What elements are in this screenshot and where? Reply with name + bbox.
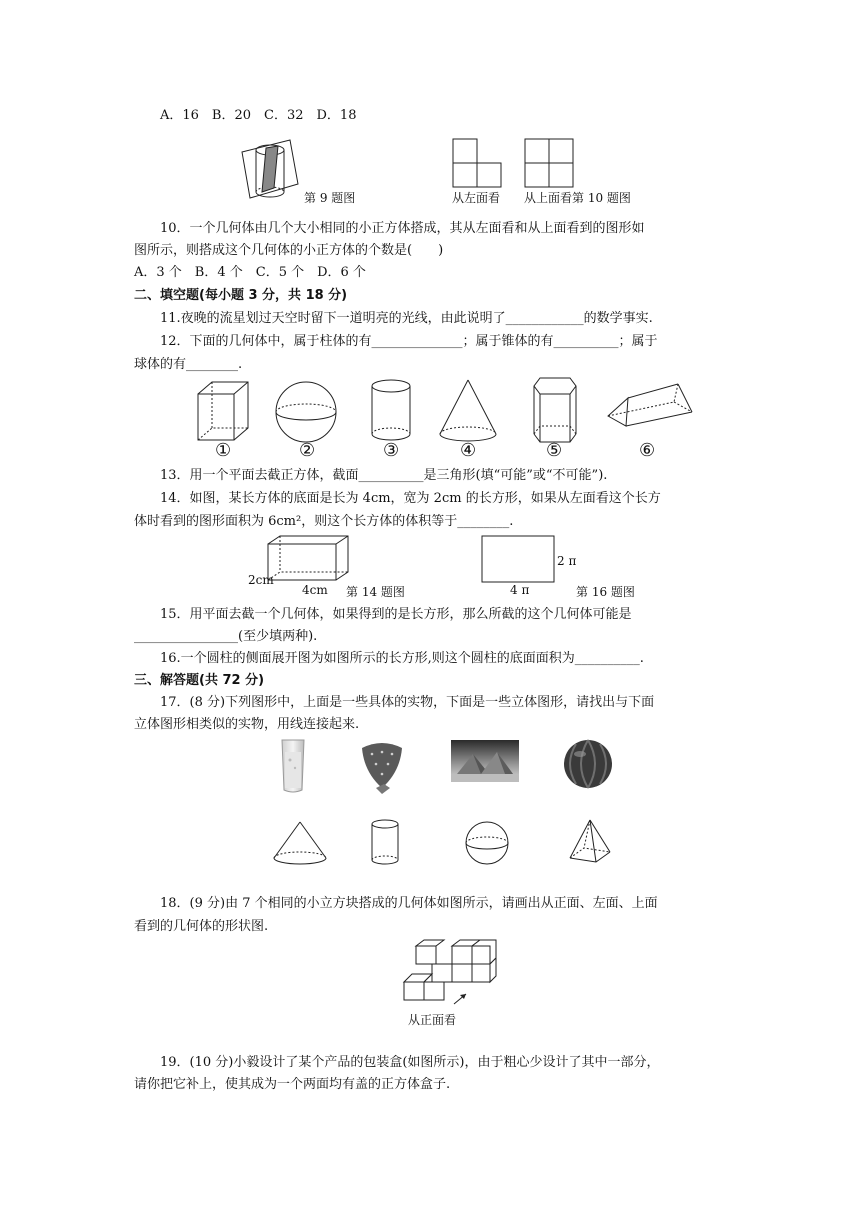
fig14-label-2cm: 2cm [248,573,274,587]
shape-label-4: ④ [460,440,477,461]
shape-sphere [274,380,338,444]
q12-line2: 球体的有________. [134,357,243,372]
fig16-rectangle [481,535,555,583]
q15-line1: 15．用平面去截一个几何体，如果得到的是长方形，那么所截的这个几何体可能是 [160,607,632,622]
q16: 16.一个圆柱的侧面展开图为如图所示的长方形,则这个圆柱的底面面积为__________. [160,651,644,666]
q18-line1: 18．(9 分)由 7 个相同的小立方块搭成的几何体如图所示，请画出从正面、左面、上面 [160,896,658,911]
fig10-left-view [452,138,502,188]
shape-label-2: ② [299,440,316,461]
fig14-cuboid [266,534,350,582]
solid-cylinder [370,818,400,866]
shape-label-3: ③ [383,440,400,461]
fig14-label-4cm: 4cm [302,583,328,597]
section3-heading: 三、解答题(共 72 分) [134,673,265,688]
shape-cylinder [370,378,412,442]
fig9-cylinder-section [238,136,308,206]
q10-options: A．3 个 B．4 个 C．5 个 D．6 个 [134,265,366,280]
strawberry-image [356,738,408,794]
fig10-left-caption: 从左面看 [452,191,501,205]
glass-of-water-image [280,738,306,794]
solid-cone [272,820,328,866]
shape-triangular-prism [606,382,698,434]
q19-line2: 请你把它补上，使其成为一个两面均有盖的正方体盒子. [134,1077,451,1092]
q11: 11.夜晚的流星划过天空时留下一道明亮的光线，由此说明了____________的数学事实. [160,311,653,326]
q14-line1: 14．如图，某长方体的底面是长为 4cm，宽为 2cm 的长方形，如果从左面看这个长方 [160,491,661,506]
shape-label-1: ① [215,440,232,461]
q10-line1: 10．一个几何体由几个大小相同的小正方体搭成，其从左面看和从上面看到的图形如 [160,221,645,236]
shape-label-5: ⑤ [546,440,563,461]
shape-cone [438,378,498,444]
q14-line2: 体时看到的图形面积为 6cm²，则这个长方体的体积等于________. [134,514,514,529]
shape-label-6: ⑥ [639,440,656,461]
fig16-caption: 第 16 题图 [576,585,635,599]
q12-line1: 12．下面的几何体中，属于柱体的有______________；属于锥体的有__________；属于 [160,334,658,349]
fig18-caption: 从正面看 [408,1013,457,1027]
solid-pyramid [566,818,612,864]
q18-line2: 看到的几何体的形状图. [134,919,269,934]
fig10-top-caption: 从上面看第 10 题图 [524,191,631,205]
q17-line2: 立体图形相类似的实物，用线连接起来. [134,717,360,732]
watermelon-image [562,738,614,790]
q13: 13．用一个平面去截正方体，截面__________是三角形(填“可能”或“不可能”). [160,468,608,483]
fig9-caption: 第 9 题图 [304,191,356,205]
q15-line2: ________________(至少填两种). [134,629,318,644]
section2-heading: 二、填空题(每小题 3 分，共 18 分) [134,288,348,303]
q9-options: A．16 B．20 C．32 D．18 [160,108,357,123]
shape-hexagonal-prism [532,376,578,444]
fig18-cube-stack [402,938,498,1008]
fig16-label-2pi: 2 π [557,554,577,568]
fig16-label-4pi: 4 π [510,583,530,597]
q10-line2: 图所示，则搭成这个几何体的小正方体的个数是( ) [134,243,444,258]
pyramids-image [451,740,519,782]
solid-sphere [464,820,510,866]
q19-line1: 19．(10 分)小毅设计了某个产品的包装盒(如图所示)，由于粗心少设计了其中一部分， [160,1055,660,1070]
fig10-top-view [524,138,576,188]
shape-cuboid [196,380,250,442]
q17-line1: 17．(8 分)下列图形中，上面是一些具体的实物，下面是一些立体图形，请找出与下面 [160,695,655,710]
fig14-caption: 第 14 题图 [346,585,405,599]
